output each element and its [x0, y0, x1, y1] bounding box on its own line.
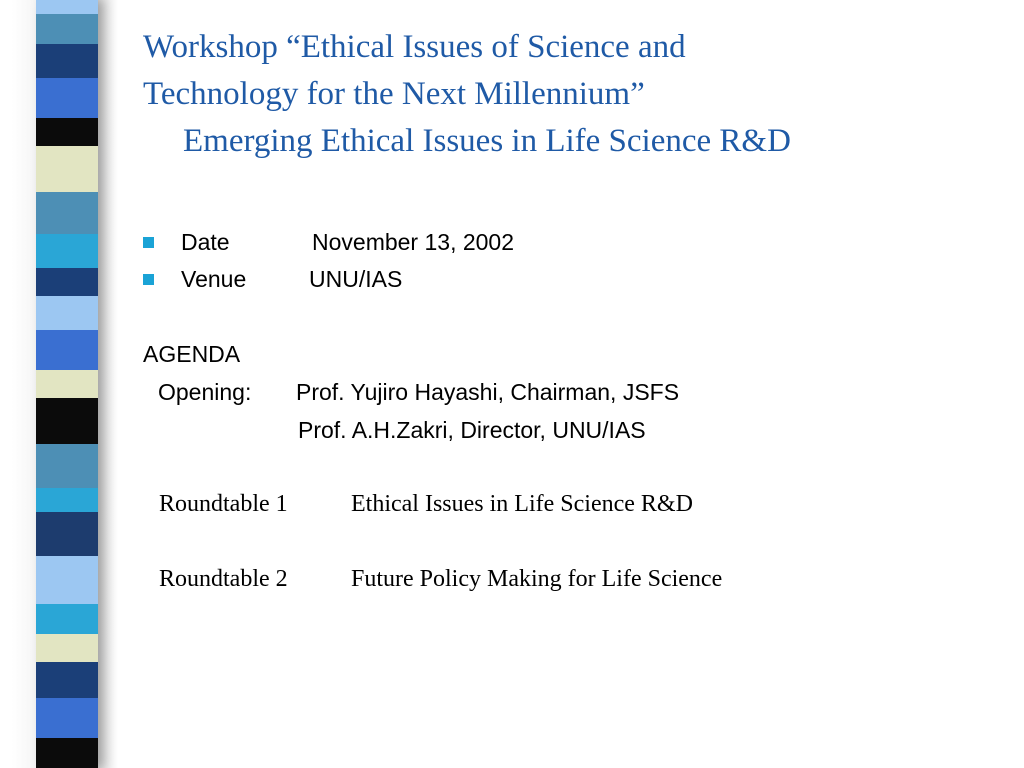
square-bullet-icon — [143, 237, 154, 248]
square-bullet-icon — [143, 274, 154, 285]
strip-block — [36, 14, 98, 44]
strip-block — [36, 118, 98, 146]
strip-block — [36, 330, 98, 370]
strip-block — [36, 556, 98, 604]
strip-block — [36, 44, 98, 78]
strip-block — [36, 146, 98, 192]
strip-block — [36, 192, 98, 234]
title-line-3: Emerging Ethical Issues in Life Science R&D — [183, 123, 791, 159]
title-line-1: Workshop “Ethical Issues of Science and — [143, 29, 686, 65]
strip-block — [36, 268, 98, 296]
strip-block — [36, 296, 98, 330]
venue-label: Venue — [181, 266, 247, 292]
strip-block — [36, 512, 98, 556]
strip-block — [36, 78, 98, 118]
roundtable-2-topic: Future Policy Making for Life Science — [351, 566, 723, 592]
strip-block — [36, 738, 98, 768]
roundtable-2-label: Roundtable 2 — [159, 566, 288, 592]
opening-label: Opening: — [158, 379, 252, 405]
date-value: November 13, 2002 — [312, 229, 515, 255]
decorative-strip — [0, 0, 118, 768]
strip-block — [36, 634, 98, 662]
venue-value: UNU/IAS — [309, 266, 403, 292]
title-line-2: Technology for the Next Millennium” — [143, 76, 645, 112]
strip-block — [36, 398, 98, 444]
strip-block — [36, 698, 98, 738]
opening-speaker-1: Prof. Yujiro Hayashi, Chairman, JSFS — [296, 379, 680, 405]
date-label: Date — [181, 229, 230, 255]
strip-block — [36, 604, 98, 634]
strip-block — [36, 370, 98, 398]
strip-block — [36, 0, 98, 14]
strip-block — [36, 234, 98, 268]
agenda-heading: AGENDA — [143, 341, 241, 367]
opening-speaker-2: Prof. A.H.Zakri, Director, UNU/IAS — [298, 417, 646, 443]
strip-block — [36, 662, 98, 698]
roundtable-1-topic: Ethical Issues in Life Science R&D — [351, 491, 693, 517]
strip-block — [36, 444, 98, 488]
roundtable-1-label: Roundtable 1 — [159, 491, 288, 517]
slide-title — [143, 24, 1003, 165]
strip-block — [36, 488, 98, 512]
decorative-strip-bar — [36, 0, 98, 768]
